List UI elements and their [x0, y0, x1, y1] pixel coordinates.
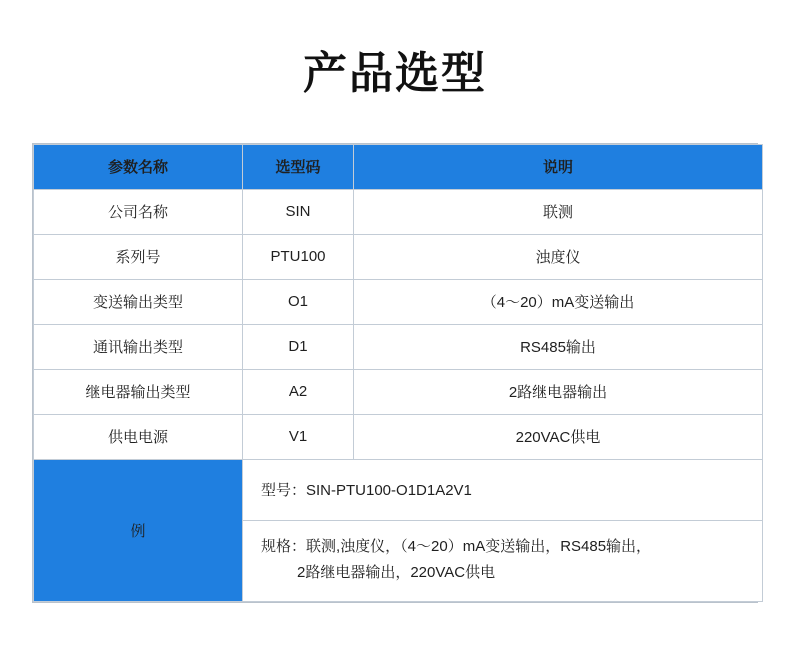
header-parameter-name: 参数名称 [34, 144, 243, 189]
table-row [34, 189, 763, 234]
header-description: 说明 [354, 144, 763, 189]
cell-parameter-name: 系列号 [34, 234, 243, 279]
cell-parameter-name: 公司名称 [34, 189, 243, 234]
example-label: 例 [34, 459, 243, 601]
cell-selection-code: A2 [243, 369, 354, 414]
example-model-text: 型号：SIN-PTU100-O1D1A2V1 [243, 459, 763, 520]
example-spec-text [243, 520, 763, 601]
cell-description: 2路继电器输出 [354, 369, 763, 414]
table-body [34, 189, 763, 601]
spec-table-container [32, 143, 758, 603]
table-row [34, 414, 763, 459]
table-row [34, 369, 763, 414]
example-spec-line-1: 规格：联测,浊度仪，（4～20）mA变送输出，RS485输出， [261, 538, 652, 556]
spec-table [33, 144, 763, 602]
cell-parameter-name: 继电器输出类型 [34, 369, 243, 414]
table-row [34, 279, 763, 324]
cell-selection-code: D1 [243, 324, 354, 369]
cell-description: （4～20）mA变送输出 [354, 279, 763, 324]
cell-parameter-name: 变送输出类型 [34, 279, 243, 324]
header-selection-code: 选型码 [243, 144, 354, 189]
cell-parameter-name: 供电电源 [34, 414, 243, 459]
cell-description: 220VAC供电 [354, 414, 763, 459]
cell-selection-code: V1 [243, 414, 354, 459]
example-spec-line-2: 2路继电器输出，220VAC供电 [297, 563, 496, 581]
cell-selection-code: O1 [243, 279, 354, 324]
table-header [34, 144, 763, 189]
cell-description: 联测 [354, 189, 763, 234]
cell-description: RS485输出 [354, 324, 763, 369]
table-row [34, 324, 763, 369]
cell-description: 浊度仪 [354, 234, 763, 279]
table-row [34, 234, 763, 279]
example-row-model [34, 459, 763, 520]
cell-selection-code: SIN [243, 189, 354, 234]
cell-parameter-name: 通讯输出类型 [34, 324, 243, 369]
page-title: 产品选型 [303, 49, 487, 98]
cell-selection-code: PTU100 [243, 234, 354, 279]
table-header-row [34, 144, 763, 189]
